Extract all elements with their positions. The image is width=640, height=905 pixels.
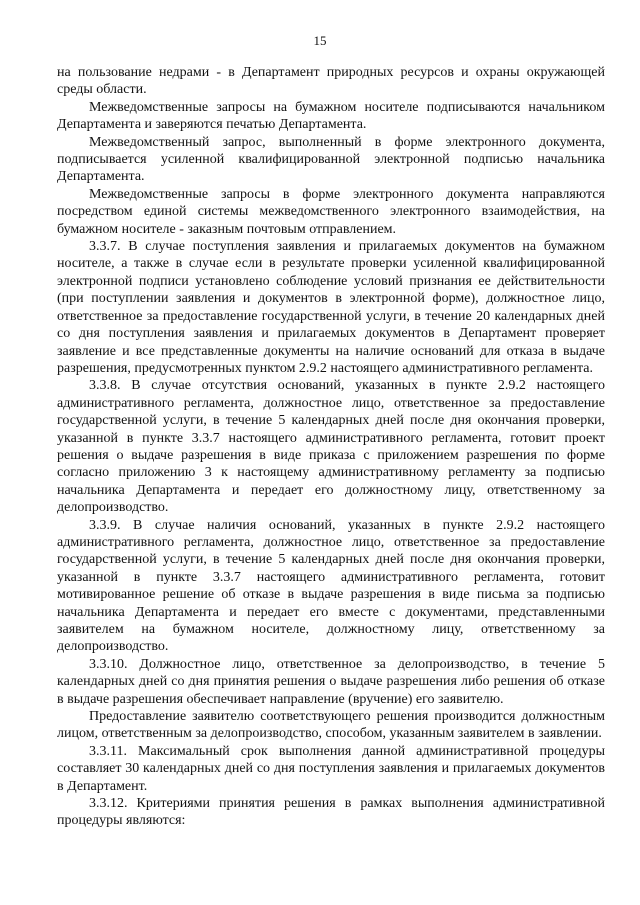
paragraph-electronic-request: Межведомственный запрос, выполненный в форме электронного документа, подписывается усиленной квалифицированной электронной подписью начальника Департамента. bbox=[57, 134, 605, 185]
paragraph-decision-delivery: Предоставление заявителю соответствующего решения производится должностным лицом, ответственным за делопроизводство, способом, указанным заявителем в заявлении. bbox=[57, 709, 605, 742]
paragraph-3-3-7: 3.3.7. В случае поступления заявления и прилагаемых документов на бумажном носителе, а также в случае если в результате проверки усиленной квалифицированной электронной подписи установлено соблюдение условий признания ее действительности (при поступлении заявления и документов в электронной форме), должностное лицо, ответственное за предоставление государственной услуги, в течение 20 календарных дней со дня поступления заявления и прилагаемых документов в Департамент проверяет заявление и все представленные документы на наличие оснований для отказа в выдаче разрешения, предусмотренных пунктом 2.9.2 настоящего административного регламента. bbox=[57, 239, 605, 376]
paragraph-paper-requests: Межведомственные запросы на бумажном носителе подписываются начальником Департамента и заверяются печатью Департамента. bbox=[57, 99, 605, 133]
paragraph-3-3-12: 3.3.12. Критериями принятия решения в рамках выполнения административной процедуры являются: bbox=[57, 796, 605, 829]
paragraph-request-delivery: Межведомственные запросы в форме электронного документа направляются посредством единой системы межведомственного электронного взаимодействия, на бумажном носителе - заказным почтовым отправлением. bbox=[57, 186, 605, 237]
paragraph-3-3-10: 3.3.10. Должностное лицо, ответственное за делопроизводство, в течение 5 календарных дней со дня принятия решения о выдаче разрешения либо решения об отказе в выдаче разрешения обеспечивает направление (вручение) его заявителю. bbox=[57, 656, 605, 707]
paragraph-continuation: на пользование недрами - в Департамент природных ресурсов и охраны окружающей среды области. bbox=[57, 65, 605, 98]
document-body bbox=[57, 64, 605, 830]
paragraph-3-3-11: 3.3.11. Максимальный срок выполнения данной административной процедуры составляет 30 календарных дней со дня поступления заявления и прилагаемых документов в Департамент. bbox=[57, 743, 605, 794]
paragraph-3-3-9: 3.3.9. В случае наличия оснований, указанных в пункте 2.9.2 настоящего административного регламента, должностное лицо, ответственное за предоставление государственной услуги, в течение 5 календарных дней после дня окончания проверки, указанной в пункте 3.3.7 настоящего административного регламента, готовит мотивированное решение об отказе в выдаче разрешения в виде письма за подписью начальника Департамента и передает его вместе с документами, представленными заявителем на бумажном носителе, должностному лицу, ответственному за делопроизводство. bbox=[57, 517, 605, 655]
page-number: 15 bbox=[313, 33, 327, 48]
paragraph-3-3-8: 3.3.8. В случае отсутствия оснований, указанных в пункте 2.9.2 настоящего административного регламента, должностное лицо, ответственное за предоставление государственной услуги, в течение 5 календарных дней после дня окончания проверки, указанной в пункте 3.3.7 настоящего административного регламента, готовит проект решения о выдаче разрешения в виде приказа с приложением разрешения по форме согласно приложению 3 к настоящему административному регламенту за подписью начальника Департамента и передает его должностному лицу, ответственному за делопроизводство. bbox=[57, 378, 605, 516]
